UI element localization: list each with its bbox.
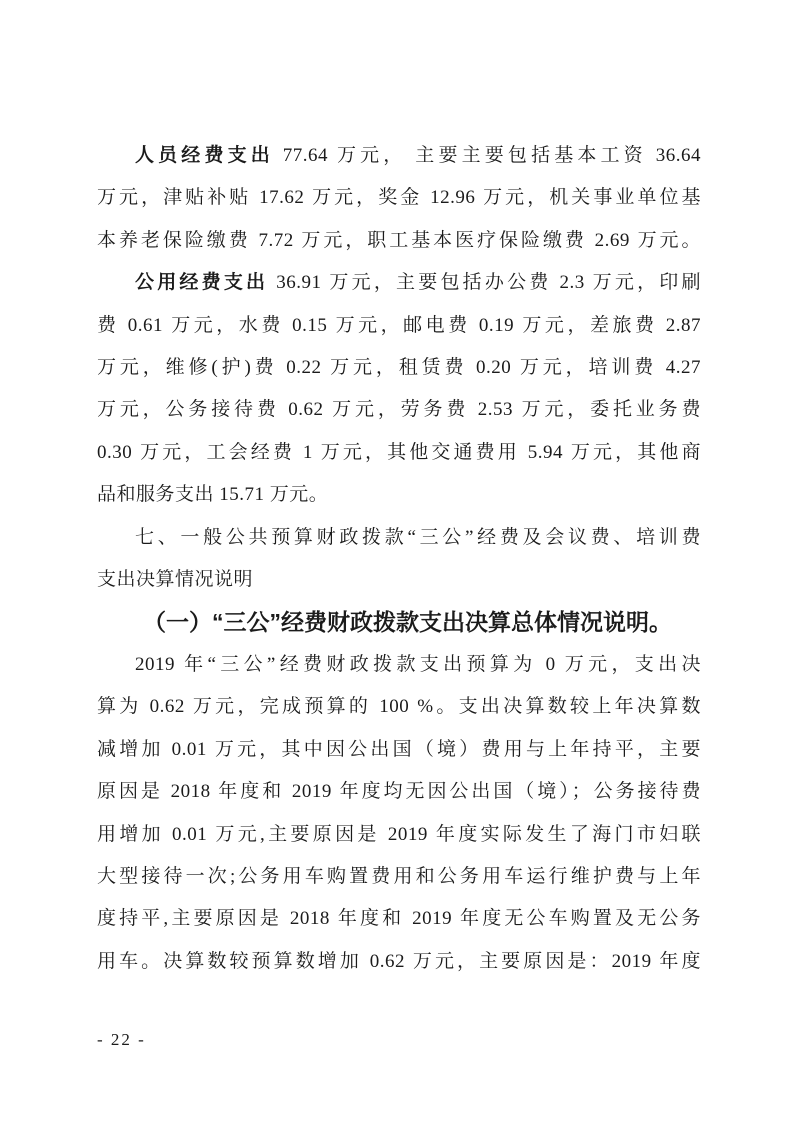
personnel-expense-line-1: [97, 135, 701, 177]
public-expense-line-4: 万元，公务接待费 0.62 万元，劳务费 2.53 万元，委托业务费: [97, 399, 701, 421]
personnel-expense-line-1-rest: 77.64 万元， 主要主要包括基本工资 36.64: [273, 145, 701, 166]
public-expense-bold-lead: 公用经费支出: [135, 272, 269, 294]
section-seven-heading-line-2: 支出决算情况说明: [97, 569, 254, 591]
sangong-paragraph-line-4: 原因是 2018 年度和 2019 年度均无因公出国（境）；公务接待费: [97, 781, 701, 803]
sangong-paragraph-line-8: 用车。决算数较预算数增加 0.62 万元，主要原因是：2019 年度: [97, 950, 701, 972]
public-expense-line-1-rest: 36.91 万元，主要包括办公费 2.3 万元，印刷: [268, 272, 701, 294]
section-seven-heading-line-1: 七、一般公共预算财政拨款“三公”经费及会议费、培训费: [135, 526, 701, 548]
sangong-paragraph-line-3: 减增加 0.01 万元，其中因公出国（境）费用与上年持平，主要: [97, 738, 701, 760]
public-expense-line-2: 费 0.61 万元，水费 0.15 万元，邮电费 0.19 万元，差旅费 2.87: [97, 314, 701, 336]
sangong-paragraph-line-6: 大型接待一次;公务用车购置费用和公务用车运行维护费与上年: [97, 865, 701, 887]
public-expense-line-3: 万元，维修(护)费 0.22 万元，租赁费 0.20 万元，培训费 4.27: [97, 357, 701, 379]
personnel-expense-line-2: 万元，津贴补贴 17.62 万元，奖金 12.96 万元，机关事业单位基: [97, 187, 701, 209]
document-body: [97, 135, 701, 983]
personnel-expense-line-3: 本养老保险缴费 7.72 万元，职工基本医疗保险缴费 2.69 万元。: [97, 229, 701, 251]
personnel-expense-bold-lead: 人员经费支出: [135, 145, 274, 166]
sangong-paragraph-line-1: 2019 年“三公”经费财政拨款支出预算为 0 万元，支出决: [135, 653, 701, 675]
sangong-paragraph-line-5: 用增加 0.01 万元,主要原因是 2019 年度实际发生了海门市妇联: [97, 823, 701, 845]
public-expense-line-5: 0.30 万元，工会经费 1 万元，其他交通费用 5.94 万元，其他商: [97, 441, 701, 463]
page-number: - 22 -: [97, 1030, 146, 1049]
sangong-paragraph-line-7: 度持平,主要原因是 2018 年度和 2019 年度无公车购置及无公务: [97, 908, 701, 930]
public-expense-line-6: 品和服务支出 15.71 万元。: [97, 484, 329, 506]
subsection-one-heading: （一）“三公”经费财政拨款支出决算总体情况说明。: [143, 609, 672, 636]
sangong-paragraph-line-2: 算为 0.62 万元，完成预算的 100 %。支出决算数较上年决算数: [97, 696, 701, 718]
public-expense-line-1: [97, 262, 701, 304]
